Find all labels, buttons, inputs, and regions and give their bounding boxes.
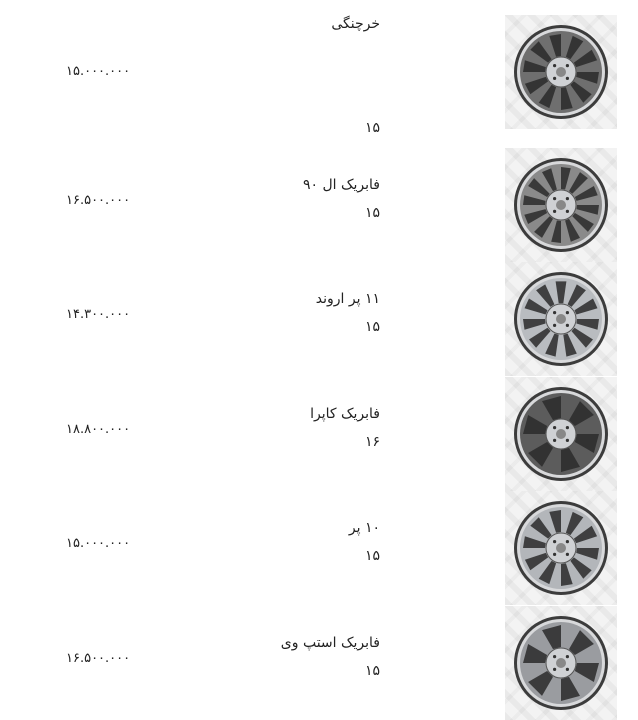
product-thumbnail[interactable] [505, 491, 617, 605]
product-price: ۱۶.۵۰۰.۰۰۰ [66, 651, 131, 666]
product-thumbnail[interactable] [505, 148, 617, 262]
product-name: خرچنگی [331, 16, 380, 32]
product-row [0, 262, 638, 376]
wheel-l90-icon [511, 155, 611, 255]
product-price: ۱۴.۳۰۰.۰۰۰ [66, 307, 131, 322]
wheel-arvand-icon [511, 269, 611, 369]
product-row [0, 15, 638, 136]
product-row [0, 491, 638, 605]
product-size: ۱۵ [364, 663, 380, 679]
product-row [0, 377, 638, 491]
product-price: ۱۸.۸۰۰.۰۰۰ [66, 422, 131, 437]
product-thumbnail[interactable] [505, 15, 617, 129]
product-size: ۱۵ [364, 205, 380, 221]
product-size: ۱۶ [364, 434, 380, 450]
product-name: فابریک کاپرا [310, 406, 380, 422]
product-size: ۱۵ [364, 548, 380, 564]
product-thumbnail[interactable] [505, 606, 617, 720]
product-size: ۱۵ [364, 120, 380, 136]
product-row [0, 148, 638, 262]
product-row [0, 606, 638, 720]
product-size: ۱۵ [364, 319, 380, 335]
product-price: ۱۵.۰۰۰.۰۰۰ [66, 536, 131, 551]
product-thumbnail[interactable] [505, 377, 617, 491]
product-thumbnail[interactable] [505, 262, 617, 376]
product-price: ۱۶.۵۰۰.۰۰۰ [66, 193, 131, 208]
product-name: ۱۱ پر اروند [315, 291, 380, 307]
wheel-capra-icon [511, 384, 611, 484]
wheel-crab-icon [511, 22, 611, 122]
product-price: ۱۵.۰۰۰.۰۰۰ [66, 64, 131, 79]
wheel-10-spoke-icon [511, 498, 611, 598]
wheel-stepway-icon [511, 613, 611, 713]
product-name: ۱۰ پر [348, 520, 380, 536]
product-name: فابریک استپ وی [280, 635, 380, 651]
product-name: فابریک ال ۹۰ [302, 177, 380, 193]
